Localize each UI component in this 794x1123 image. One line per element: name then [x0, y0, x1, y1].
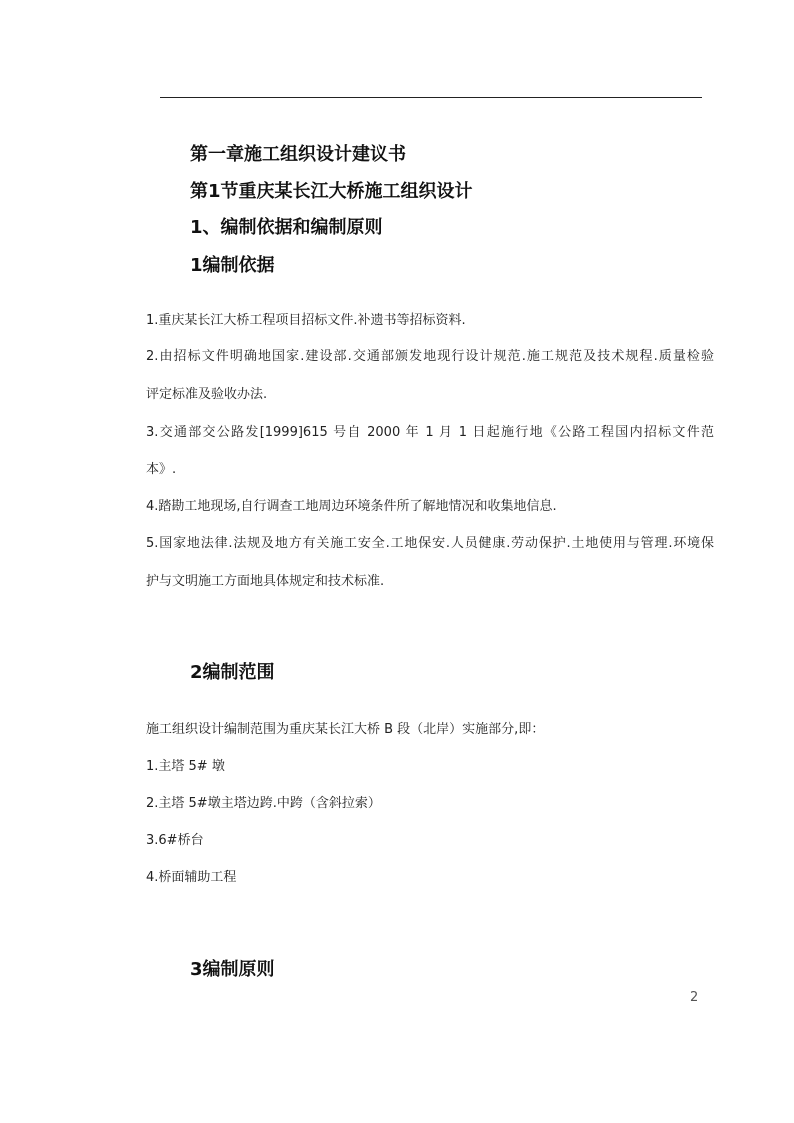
basis-item: 评定标准及验收办法.: [146, 387, 268, 402]
basis-item: 1.重庆某长江大桥工程项目招标文件.补遗书等招标资料.: [146, 313, 466, 328]
basis-item: 3.交通部交公路发[1999]615 号自 2000 年 1 月 1 日起施行地《公路工程国内招标文件范: [146, 425, 714, 440]
subsection-title: 1、编制依据和编制原则: [190, 217, 383, 238]
basis-item: 4.踏勘工地现场,自行调查工地周边环境条件所了解地情况和收集地信息.: [146, 499, 557, 514]
section-title: 第1节重庆某长江大桥施工组织设计: [190, 181, 473, 202]
scope-item: 3.6#桥台: [146, 833, 204, 848]
basis-item: 护与文明施工方面地具体规定和技术标准.: [146, 574, 385, 589]
scope-intro: 施工组织设计编制范围为重庆某长江大桥 B 段（北岸）实施部分,即：: [146, 722, 545, 737]
header-rule: [160, 97, 702, 98]
basis-item: 本》.: [146, 462, 177, 477]
chapter-title: 第一章施工组织设计建议书: [190, 144, 406, 165]
heading-basis: 1编制依据: [190, 255, 275, 276]
heading-scope: 2编制范围: [190, 662, 275, 683]
scope-item: 4.桥面辅助工程: [146, 870, 237, 885]
scope-item: 2.主塔 5#墩主塔边跨.中跨（含斜拉索）: [146, 796, 381, 811]
heading-principles: 3编制原则: [190, 959, 275, 980]
page-number: 2: [690, 990, 699, 1005]
scope-item: 1.主塔 5# 墩: [146, 759, 225, 774]
basis-item: 2.由招标文件明确地国家.建设部.交通部颁发地现行设计规范.施工规范及技术规程.质量检验: [146, 349, 714, 364]
basis-item: 5.国家地法律.法规及地方有关施工安全.工地保安.人员健康.劳动保护.土地使用与管理.环境保: [146, 536, 714, 551]
